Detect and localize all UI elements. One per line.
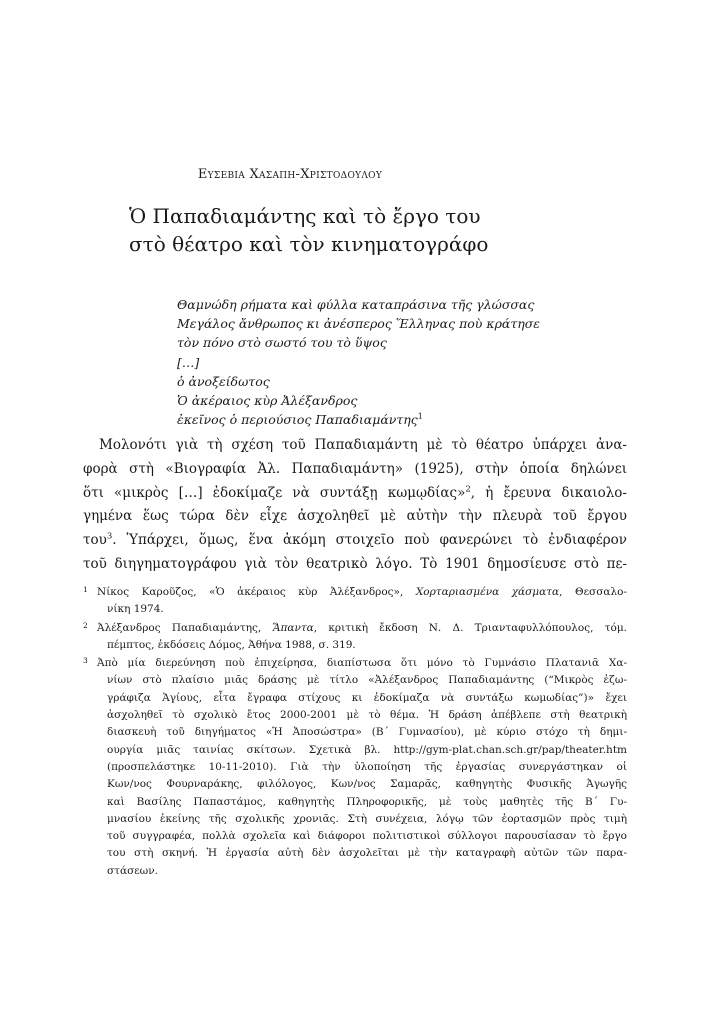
epigraph-line: […]	[177, 354, 200, 370]
author-name: Ευσεβια Χασαπη-Χριστοδουλου	[197, 167, 383, 182]
epigraph	[177, 295, 541, 429]
footnote-text: Νίκος Καροῦζος, «Ὁ ἀκέραιος κὺρ Ἀλέξανδρος»,	[97, 586, 416, 598]
footnote-text: Ἀλέξανδρος Παπαδιαμάντης,	[97, 621, 273, 634]
footnote-line: Κων/νος Φουρναράκης, φιλόλογος, Κων/νος Σαμαρᾶς, καθηγητὴς Φυσικῆς Ἀγωγῆς	[107, 778, 627, 791]
footnotes	[83, 584, 627, 880]
footnote-ref: 2	[465, 484, 471, 495]
footnote-line: γράφιζα Ἁγίους, εἶτα ἔγραφα στίχους κι ἐδοκίμαζα νὰ συντάξω κωμωδίας”)» ἔχει	[107, 691, 627, 704]
footnote-line: Ἀπὸ μία διερεύνηση ποὺ ἐπιχείρησα, διαπίστωσα ὅτι μόνο τὸ Γυμνάσιο Πλατανιᾶ Χα-	[97, 657, 627, 670]
footnote-line: μνασίου ἐκείνης τῆς σχολικῆς χρονιᾶς. Στὴ συνέχεια, λόγῳ τῶν ἑορτασμῶν πρὸς τιμὴ	[107, 812, 627, 825]
footnote-ref: 1	[417, 412, 423, 422]
footnote-line	[97, 584, 627, 601]
footnote-line: (προσπελάστηκε 10-11-2010). Γιὰ τὴν ὑλοποίηση τῆς ἐργασίας συνεργάστηκαν οἱ	[107, 760, 627, 773]
epigraph-line: ὁ ἀνοξείδωτος	[177, 373, 270, 389]
footnote-line: πέμπτος, ἐκδόσεις Δόμος, Ἀθήνα 1988, σ. 319.	[107, 638, 356, 651]
body-line: τοῦ διηγηματογράφου γιὰ τὸν θεατρικὸ λόγο. Τὸ 1901 δημοσίευσε στὸ πε-	[83, 555, 627, 572]
body-line: γημένα ἕως τώρα δὲν εἶχε ἀσχοληθεῖ μὲ αὐτὴν τὴν πλευρὰ τοῦ ἔργου	[83, 508, 627, 525]
body-line	[83, 482, 627, 506]
footnote-line: στάσεων.	[107, 864, 158, 877]
title-line-1: Ὁ Παπαδιαμάντης καὶ τὸ ἔργο του	[129, 204, 481, 228]
epigraph-line: Μεγάλος ἄνθρωπος κι ἀνέσπερος Ἕλληνας ποὺ κράτησε	[177, 316, 541, 332]
footnote-text: , Θεσσαλο-	[559, 586, 627, 598]
footnote-line: νίων στὸ πλαίσιο μιᾶς δράσης μὲ τίτλο «Ἀλέξανδρος Παπαδιαμάντης (“Μικρὸς ἐζω-	[107, 674, 627, 687]
footnote-ref: 3	[106, 531, 113, 542]
footnote-number: 2	[83, 620, 88, 630]
epigraph-line: τὸν πόνο στὸ σωστό του τὸ ὕψος	[177, 335, 387, 351]
epigraph-line	[177, 410, 537, 429]
footnote-2	[83, 620, 627, 655]
footnote-line: καὶ Βασίλης Παπαστάμος, καθηγητὴς Πληροφορικῆς, μὲ τοὺς μαθητὲς τῆς Β´ Γυ-	[107, 795, 627, 808]
body-line: φορὰ στὴ «Βιογραφία Ἀλ. Παπαδιαμάντη» (1925), στὴν ὁποία δηλώνει	[83, 460, 627, 477]
body-line-text: ὅτι «μικρὸς […] ἐδοκίμαζε νὰ συντάξῃ κωμῳδίας»	[83, 484, 466, 501]
page	[83, 0, 627, 1024]
body-line: Μολονότι γιὰ τὴ σχέση τοῦ Παπαδιαμάντη μὲ τὸ θέατρο ὑπάρχει ἀνα-	[99, 437, 627, 453]
footnote-line: νίκη 1974.	[107, 603, 164, 616]
title-line-2: στὸ θέατρο καὶ τὸν κινηματογράφο	[129, 232, 489, 256]
footnote-book-title: Ἅπαντα	[272, 621, 314, 634]
footnote-book-title: Χορταριασμένα χάσματα	[415, 586, 560, 598]
epigraph-line: Ὁ ἀκέραιος κὺρ Ἀλέξανδρος	[177, 393, 358, 409]
footnote-line: διασκευὴ τοῦ διηγήματος «Ἡ Ἀποσώστρα» (Β´ Γυμνασίου), μὲ κύριο στόχο τὴ δημι-	[107, 726, 627, 739]
article-title	[129, 202, 489, 258]
footnote-line: ἀσχοληθεῖ τὸ σχολικὸ ἔτος 2000-2001 μὲ τὸ θέμα. Ἡ δράση ἀπέβλεπε στὴ θεατρικὴ	[107, 709, 627, 722]
footnote-3	[83, 655, 627, 880]
footnote-text: , κριτικὴ ἔκδοση Ν. Δ. Τριανταφυλλόπουλος, τόμ.	[313, 621, 627, 634]
epigraph-line-text: ἐκεῖνος ὁ περιούσιος Παπαδιαμάντης	[177, 412, 418, 428]
footnote-line	[97, 620, 627, 637]
footnote-line: τοῦ συγγραφέα, πολλὰ σχολεῖα καὶ διάφοροι πολιτιστικοὶ σύλλογοι παρουσίασαν τὸ ἔργο	[107, 830, 627, 843]
body-line-text: του	[83, 532, 107, 549]
footnote-line: ουργία μιᾶς ταινίας σκίτσων. Σχετικὰ βλ. http://gym-plat.chan.sch.gr/pap/theater.htm	[107, 743, 627, 756]
body-paragraph	[83, 434, 627, 577]
footnote-number: 3	[83, 656, 88, 666]
footnote-line: του στὴ σκηνή. Ἡ ἐργασία αὐτὴ δὲν ἀσχολεῖται μὲ τὴν καταγραφὴ αὐτῶν τῶν παρα-	[107, 847, 627, 860]
body-line	[83, 529, 627, 553]
footnote-number: 1	[83, 585, 88, 594]
body-line-text: . Ὑπάρχει, ὅμως, ἕνα ἀκόμη στοιχεῖο ποὺ φανερώνει τὸ ἐνδιαφέρον	[112, 532, 627, 549]
body-line-text: , ἡ ἔρευνα δικαιολο-	[470, 484, 627, 501]
footnote-1	[83, 584, 627, 619]
epigraph-line: Θαμνώδη ρήματα καὶ φύλλα καταπράσινα τῆς γλώσσας	[177, 297, 535, 312]
